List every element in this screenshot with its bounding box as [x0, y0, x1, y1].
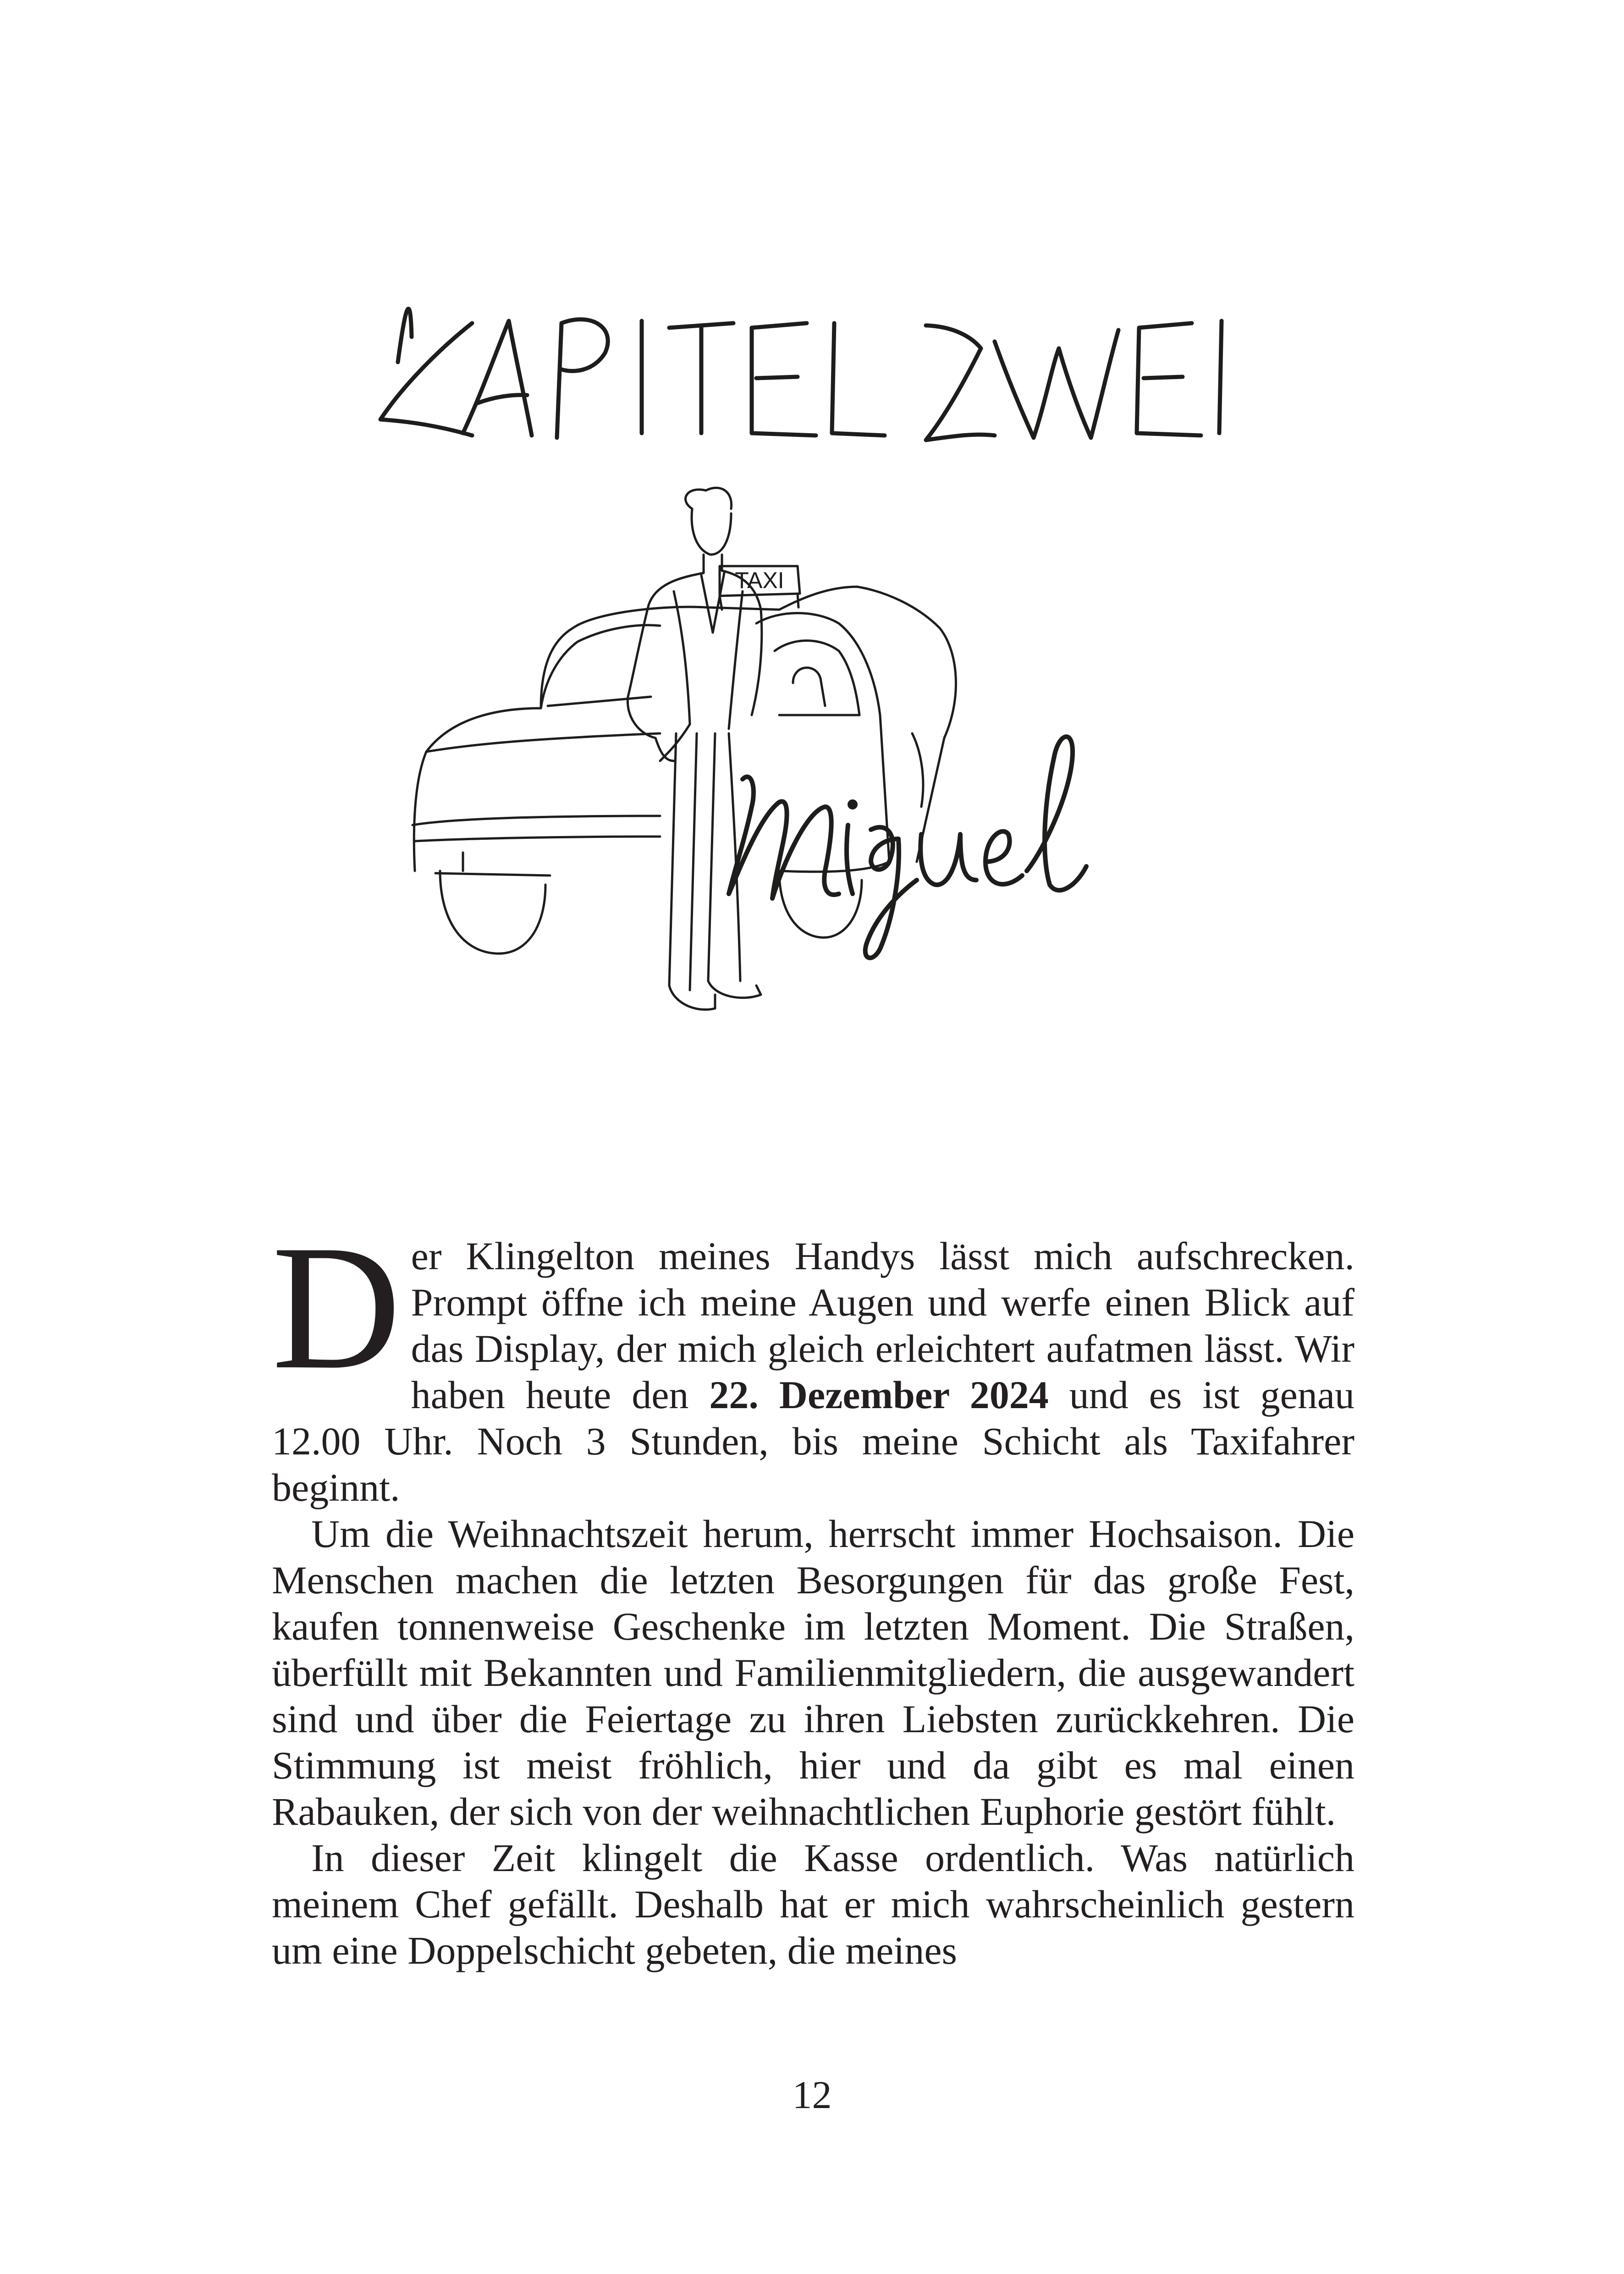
paragraph-1-text-b: und es ist genau 12.00 Uhr. Noch 3 Stunden, bis meine Schicht als Taxifahrer beginnt.	[272, 1373, 1355, 1509]
taxi-car-drawing	[413, 587, 956, 953]
page-number: 12	[792, 2073, 832, 2117]
taxi-illustration	[0, 0, 1624, 1100]
paragraph-1-text-a: er Klingelton meines Handys lässt mich aufschrecken. Prompt öffne ich meine Augen und werfe einen Blick auf das Display, der mich gleich erleichtert aufatmen lässt. Wir haben heute den	[411, 1234, 1354, 1417]
paragraph-3: In dieser Zeit klingelt die Kasse ordentlich. Was natürlich meinem Chef gefällt. Deshalb hat er mich wahrscheinlich gestern um eine Doppelschicht gebeten, die meines	[272, 1836, 1354, 1972]
chapter-body	[272, 1208, 1355, 1974]
character-name-script	[729, 737, 1086, 958]
paragraph-1	[272, 1208, 1355, 1511]
paragraph-2: Um die Weihnachtszeit herum, herrscht immer Hochsaison. Die Menschen machen die letzten Besorgungen für das große Fest, kaufen tonnenweise Geschenke im letzten Moment. Die Straßen, überfüllt mit Bekannten und Familienmitgliedern, die ausgewandert sind und über die Feiertage zu ihren Liebsten zurückkehren. Die Stimmung ist meist fröhlich, hier und da gibt es mal einen Rabauken, der sich von der weihnachtlichen Euphorie gestört fühlt.	[272, 1512, 1354, 1834]
drop-cap: D	[272, 1208, 401, 1406]
taxi-sign-text: TAXI	[735, 567, 784, 593]
date-highlight: 22. Dezember 2024	[709, 1373, 1049, 1417]
